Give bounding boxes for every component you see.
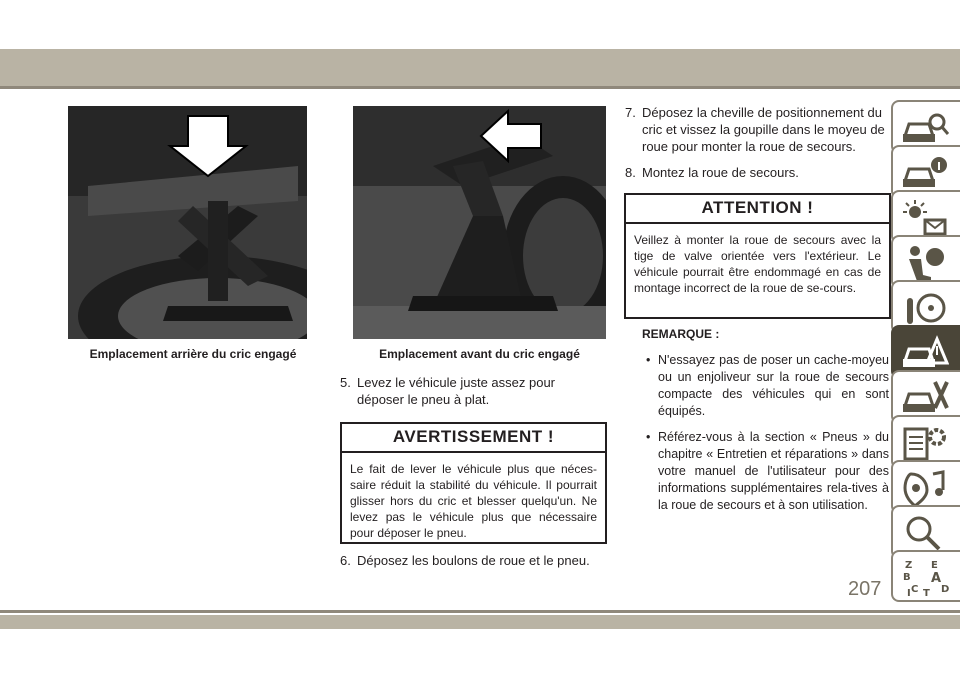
step-5 <box>340 374 605 408</box>
step-number: 8. <box>625 165 636 180</box>
index-letter: Z <box>905 560 913 571</box>
index-letter: A <box>931 571 942 586</box>
multimedia-icon <box>901 468 949 508</box>
note-bullet <box>646 429 889 514</box>
step-number: 6. <box>340 553 351 568</box>
step-number: 5. <box>340 375 351 390</box>
attention-box <box>624 193 891 319</box>
front-jack-caption: Emplacement avant du cric engagé <box>379 347 580 361</box>
step-6 <box>340 552 605 569</box>
bottom-rule <box>0 610 960 613</box>
bullet-text: N'essayez pas de poser un cache-moyeu ou un enjoliveur sur la roue de secours compacte des véhicules qui en sont équipés. <box>658 353 889 418</box>
index-letters-icon <box>901 558 949 598</box>
page-number: 207 <box>848 578 882 600</box>
warning-title: AVERTISSEMENT ! <box>342 424 605 453</box>
specifications-icon <box>901 423 949 463</box>
service-tools-icon <box>901 378 949 418</box>
note-bullet <box>646 352 889 420</box>
rear-jack-photo <box>68 106 307 339</box>
tab-index[interactable] <box>891 550 960 602</box>
seat-airbag-icon <box>901 243 949 283</box>
index-letter: I <box>907 588 911 598</box>
index-letter: C <box>911 584 919 595</box>
front-jack-photo <box>353 106 606 339</box>
attention-body: Veillez à monter la roue de secours avec la tige de valve orientée vers l'extérieur. Le véhicule pourrait être endommagé en cas de montage incorrect de la roue de se-cours. <box>634 233 881 295</box>
warning-lights-icon <box>901 198 949 238</box>
index-letter: B <box>903 572 911 583</box>
emergency-car-icon <box>901 333 949 373</box>
index-letter: D <box>941 584 949 595</box>
bottom-band <box>0 615 960 629</box>
car-search-icon <box>901 108 949 148</box>
note-title: REMARQUE : <box>642 327 720 341</box>
warning-box <box>340 422 607 544</box>
bullet-dot: • <box>646 353 651 367</box>
warning-body: Le fait de lever le véhicule plus que néces-saire réduit la stabilité du véhicule. Il pourrait glisser hors du cric et blesser quelqu'un. Ne levez pas le véhicule plus que nécessaire pour déposer le pneu. <box>350 462 597 540</box>
step-text: Montez la roue de secours. <box>642 165 799 180</box>
step-number: 7. <box>625 105 636 120</box>
step-text: Levez le véhicule juste assez pour déposer le pneu à plat. <box>357 375 556 407</box>
top-header-band <box>0 49 960 89</box>
step-text: Déposez les boulons de roue et le pneu. <box>357 553 590 568</box>
bullet-dot: • <box>646 430 651 444</box>
top-header-rule <box>0 86 960 89</box>
step-text: Déposez la cheville de positionnement du cric et vissez la goupille dans le moyeu de roue pour monter la roue de secours. <box>642 105 885 154</box>
index-letter: E <box>931 560 938 571</box>
step-8 <box>625 164 890 181</box>
bullet-text: Référez-vous à la section « Pneus » du chapitre « Entretien et réparations » dans votre manuel de l'utilisateur pour des informations supplémentaires rela-tives à la roue de secours et à son utilisation. <box>658 430 889 512</box>
car-info-icon <box>901 153 949 193</box>
search-icon <box>901 513 949 553</box>
step-7 <box>625 104 890 155</box>
attention-title: ATTENTION ! <box>626 195 889 224</box>
index-letter: T <box>923 588 930 598</box>
starting-driving-icon <box>901 288 949 328</box>
rear-jack-caption: Emplacement arrière du cric engagé <box>89 347 297 361</box>
